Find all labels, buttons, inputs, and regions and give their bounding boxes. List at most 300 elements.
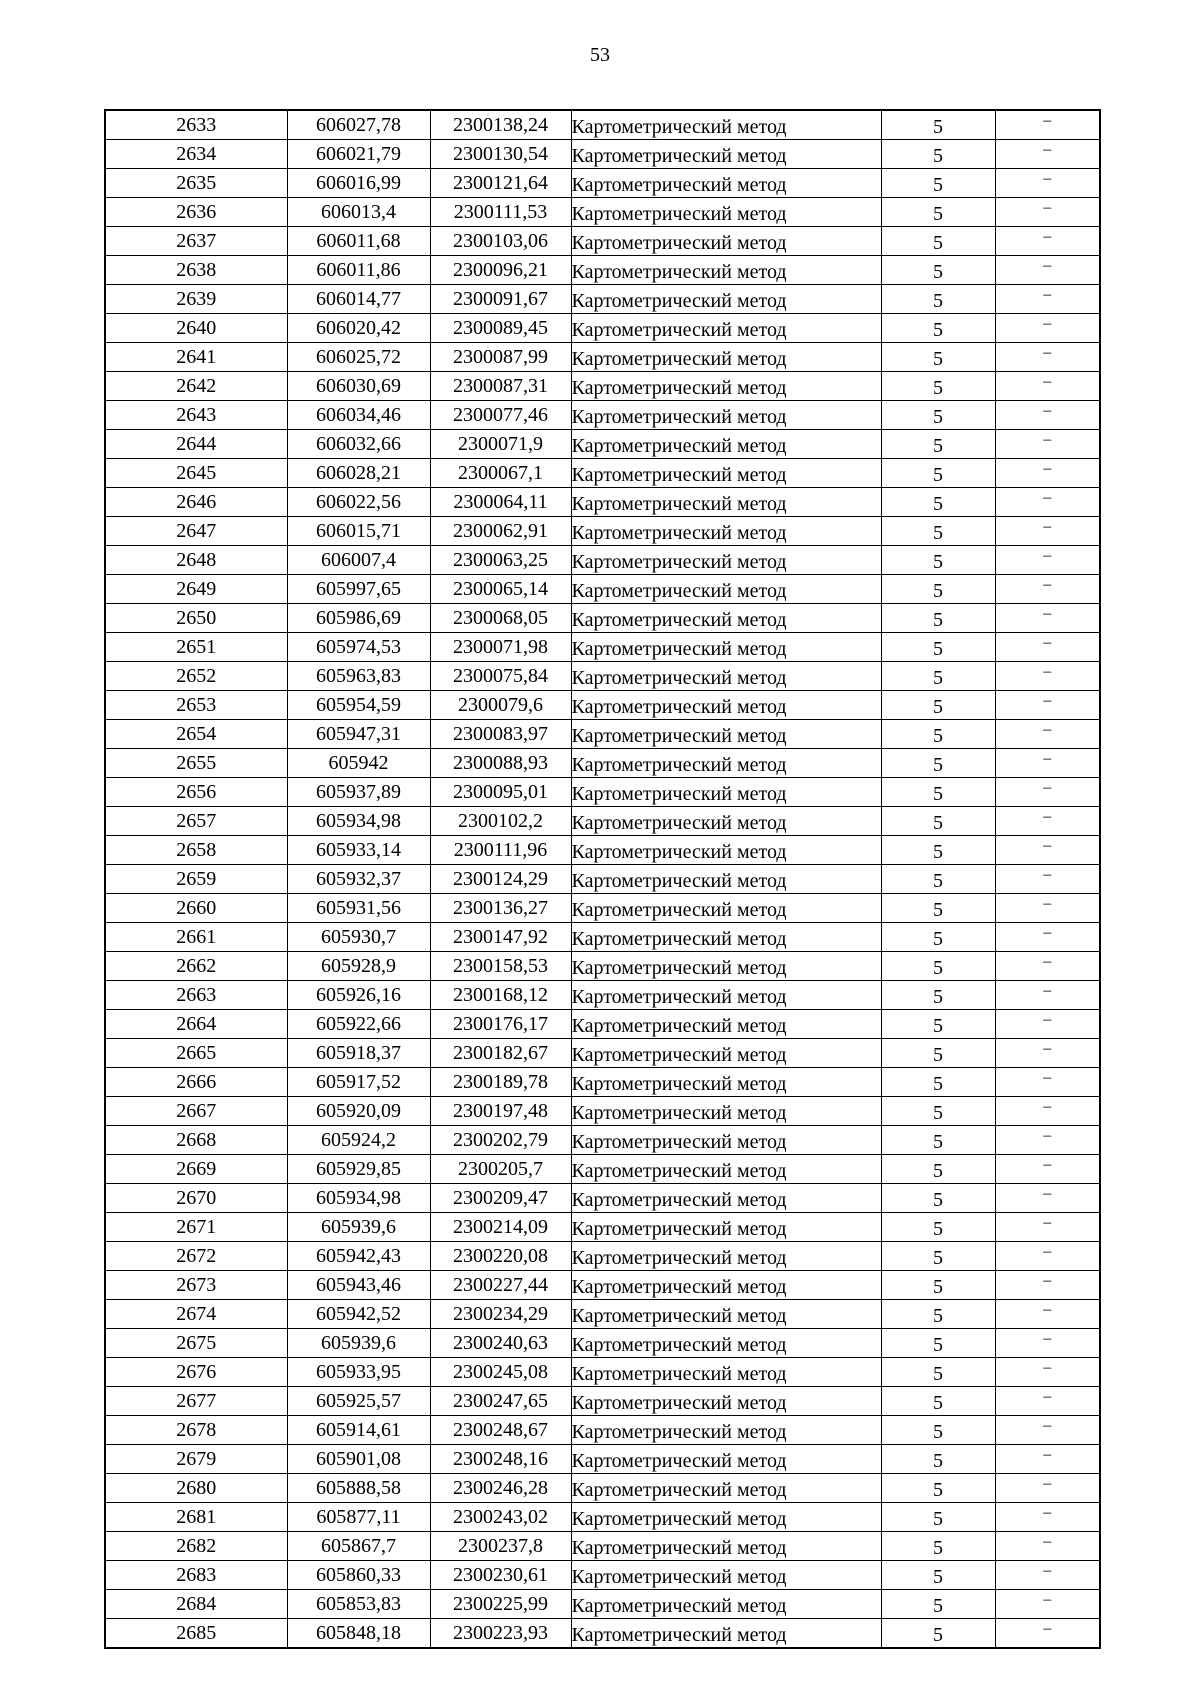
x-coordinate-cell — [287, 256, 430, 285]
point-number-cell — [105, 865, 287, 894]
x-coordinate-cell — [287, 1184, 430, 1213]
y-coordinate-text: 2300197,48 — [453, 1099, 548, 1122]
x-coordinate-text: 606034,46 — [316, 403, 401, 426]
accuracy-cell — [881, 198, 995, 227]
note-cell — [995, 633, 1100, 662]
accuracy-cell — [881, 488, 995, 517]
x-coordinate-cell — [287, 1358, 430, 1387]
method-text: Картометрический метод — [571, 144, 787, 167]
note-cell — [995, 1619, 1100, 1649]
point-number-text: 2656 — [176, 780, 217, 803]
accuracy-text: 5 — [933, 173, 943, 196]
note-cell — [995, 227, 1100, 256]
point-number-text: 2670 — [176, 1186, 217, 1209]
table-row — [105, 546, 1100, 575]
note-cell — [995, 372, 1100, 401]
x-coordinate-text: 606028,21 — [316, 461, 401, 484]
y-coordinate-text: 2300089,45 — [453, 316, 548, 339]
x-coordinate-text: 606032,66 — [316, 432, 401, 455]
x-coordinate-text: 605942,52 — [316, 1302, 401, 1325]
accuracy-text: 5 — [933, 1565, 943, 1588]
x-coordinate-text: 606007,4 — [321, 548, 396, 571]
x-coordinate-text: 606020,42 — [316, 316, 401, 339]
note-cell — [995, 546, 1100, 575]
y-coordinate-cell — [430, 720, 571, 749]
note-cell — [995, 140, 1100, 169]
y-coordinate-text: 2300083,97 — [453, 722, 548, 745]
method-cell — [571, 1300, 881, 1329]
method-text: Картометрический метод — [571, 1159, 787, 1182]
table-row — [105, 981, 1100, 1010]
x-coordinate-cell — [287, 1242, 430, 1271]
y-coordinate-cell — [430, 633, 571, 662]
table-row — [105, 691, 1100, 720]
y-coordinate-text: 2300071,98 — [453, 635, 548, 658]
y-coordinate-text: 2300214,09 — [453, 1215, 548, 1238]
accuracy-cell — [881, 662, 995, 691]
x-coordinate-text: 605974,53 — [316, 635, 401, 658]
y-coordinate-cell — [430, 575, 571, 604]
y-coordinate-text: 2300111,53 — [453, 200, 548, 223]
note-cell — [995, 1561, 1100, 1590]
note-text: – — [1043, 1475, 1052, 1492]
x-coordinate-text: 605933,14 — [316, 838, 401, 861]
y-coordinate-cell — [430, 488, 571, 517]
table-row — [105, 1619, 1100, 1649]
note-text: – — [1043, 721, 1052, 738]
table-row — [105, 720, 1100, 749]
point-number-cell — [105, 1387, 287, 1416]
y-coordinate-text: 2300147,92 — [453, 925, 548, 948]
y-coordinate-text: 2300071,9 — [458, 432, 543, 455]
x-coordinate-cell — [287, 459, 430, 488]
method-cell — [571, 314, 881, 343]
y-coordinate-text: 2300075,84 — [453, 664, 548, 687]
accuracy-cell — [881, 546, 995, 575]
note-cell — [995, 1300, 1100, 1329]
y-coordinate-cell — [430, 1068, 571, 1097]
note-text: – — [1043, 1620, 1052, 1637]
x-coordinate-text: 605933,95 — [316, 1360, 401, 1383]
point-number-text: 2685 — [176, 1621, 217, 1644]
accuracy-cell — [881, 952, 995, 981]
accuracy-text: 5 — [933, 231, 943, 254]
point-number-cell — [105, 1010, 287, 1039]
note-cell — [995, 1184, 1100, 1213]
accuracy-cell — [881, 720, 995, 749]
point-number-cell — [105, 720, 287, 749]
method-text: Картометрический метод — [571, 202, 787, 225]
method-cell — [571, 430, 881, 459]
point-number-text: 2645 — [176, 461, 217, 484]
x-coordinate-cell — [287, 546, 430, 575]
table-row — [105, 1329, 1100, 1358]
accuracy-text: 5 — [933, 1101, 943, 1124]
point-number-cell — [105, 1213, 287, 1242]
y-coordinate-text: 2300237,8 — [458, 1534, 543, 1557]
y-coordinate-cell — [430, 1358, 571, 1387]
y-coordinate-text: 2300223,93 — [453, 1621, 548, 1644]
table-row — [105, 778, 1100, 807]
method-cell — [571, 169, 881, 198]
table-row — [105, 894, 1100, 923]
point-number-cell — [105, 285, 287, 314]
point-number-text: 2675 — [176, 1331, 217, 1354]
method-text: Картометрический метод — [571, 1101, 787, 1124]
x-coordinate-text: 605929,85 — [316, 1157, 401, 1180]
accuracy-cell — [881, 1387, 995, 1416]
method-cell — [571, 923, 881, 952]
accuracy-text: 5 — [933, 1536, 943, 1559]
method-text: Картометрический метод — [571, 1130, 787, 1153]
accuracy-text: 5 — [933, 434, 943, 457]
x-coordinate-text: 605867,7 — [321, 1534, 396, 1557]
method-text: Картометрический метод — [571, 1536, 787, 1559]
point-number-cell — [105, 343, 287, 372]
method-cell — [571, 575, 881, 604]
x-coordinate-text: 606016,99 — [316, 171, 401, 194]
method-cell — [571, 749, 881, 778]
point-number-text: 2652 — [176, 664, 217, 687]
accuracy-text: 5 — [933, 782, 943, 805]
x-coordinate-text: 606030,69 — [316, 374, 401, 397]
table-row — [105, 227, 1100, 256]
y-coordinate-text: 2300063,25 — [453, 548, 548, 571]
method-text: Картометрический метод — [571, 927, 787, 950]
note-text: – — [1043, 895, 1052, 912]
note-text: – — [1043, 315, 1052, 332]
accuracy-text: 5 — [933, 405, 943, 428]
point-number-cell — [105, 691, 287, 720]
table-row — [105, 1126, 1100, 1155]
y-coordinate-text: 2300225,99 — [453, 1592, 548, 1615]
y-coordinate-cell — [430, 343, 571, 372]
x-coordinate-text: 606025,72 — [316, 345, 401, 368]
method-cell — [571, 1097, 881, 1126]
note-cell — [995, 1271, 1100, 1300]
point-number-cell — [105, 1039, 287, 1068]
y-coordinate-cell — [430, 1126, 571, 1155]
y-coordinate-cell — [430, 807, 571, 836]
method-text: Картометрический метод — [571, 1391, 787, 1414]
point-number-cell — [105, 198, 287, 227]
table-row — [105, 633, 1100, 662]
accuracy-cell — [881, 836, 995, 865]
note-text: – — [1043, 1301, 1052, 1318]
method-cell — [571, 285, 881, 314]
point-number-text: 2680 — [176, 1476, 217, 1499]
note-text: – — [1043, 286, 1052, 303]
point-number-text: 2674 — [176, 1302, 217, 1325]
method-cell — [571, 1242, 881, 1271]
method-text: Картометрический метод — [571, 753, 787, 776]
accuracy-cell — [881, 1329, 995, 1358]
x-coordinate-cell — [287, 1503, 430, 1532]
accuracy-cell — [881, 1271, 995, 1300]
accuracy-cell — [881, 1010, 995, 1039]
accuracy-cell — [881, 1358, 995, 1387]
table-row — [105, 1561, 1100, 1590]
method-cell — [571, 1271, 881, 1300]
point-number-text: 2683 — [176, 1563, 217, 1586]
y-coordinate-text: 2300096,21 — [453, 258, 548, 281]
method-text: Картометрический метод — [571, 347, 787, 370]
point-number-cell — [105, 981, 287, 1010]
y-coordinate-cell — [430, 749, 571, 778]
point-number-cell — [105, 1445, 287, 1474]
y-coordinate-text: 2300182,67 — [453, 1041, 548, 1064]
method-text: Картометрический метод — [571, 840, 787, 863]
y-coordinate-cell — [430, 546, 571, 575]
method-text: Картометрический метод — [571, 724, 787, 747]
point-number-text: 2638 — [176, 258, 217, 281]
note-text: – — [1043, 663, 1052, 680]
accuracy-cell — [881, 1126, 995, 1155]
x-coordinate-text: 605848,18 — [316, 1621, 401, 1644]
table-row — [105, 662, 1100, 691]
x-coordinate-text: 605853,83 — [316, 1592, 401, 1615]
y-coordinate-text: 2300103,06 — [453, 229, 548, 252]
y-coordinate-text: 2300168,12 — [453, 983, 548, 1006]
method-cell — [571, 401, 881, 430]
y-coordinate-text: 2300065,14 — [453, 577, 548, 600]
method-cell — [571, 488, 881, 517]
x-coordinate-text: 605943,46 — [316, 1273, 401, 1296]
accuracy-cell — [881, 749, 995, 778]
point-number-text: 2684 — [176, 1592, 217, 1615]
x-coordinate-cell — [287, 285, 430, 314]
x-coordinate-text: 605924,2 — [321, 1128, 396, 1151]
y-coordinate-cell — [430, 169, 571, 198]
point-number-cell — [105, 546, 287, 575]
x-coordinate-text: 605963,83 — [316, 664, 401, 687]
method-text: Картометрический метод — [571, 405, 787, 428]
point-number-cell — [105, 1300, 287, 1329]
x-coordinate-cell — [287, 1155, 430, 1184]
x-coordinate-text: 605932,37 — [316, 867, 401, 890]
note-cell — [995, 488, 1100, 517]
method-cell — [571, 1474, 881, 1503]
y-coordinate-cell — [430, 691, 571, 720]
y-coordinate-text: 2300130,54 — [453, 142, 548, 165]
y-coordinate-cell — [430, 1271, 571, 1300]
table-row — [105, 749, 1100, 778]
accuracy-cell — [881, 1242, 995, 1271]
y-coordinate-cell — [430, 894, 571, 923]
method-text: Картометрический метод — [571, 434, 787, 457]
y-coordinate-text: 2300124,29 — [453, 867, 548, 890]
method-text: Картометрический метод — [571, 1478, 787, 1501]
point-number-text: 2671 — [176, 1215, 217, 1238]
y-coordinate-text: 2300121,64 — [453, 171, 548, 194]
y-coordinate-cell — [430, 1532, 571, 1561]
x-coordinate-text: 605901,08 — [316, 1447, 401, 1470]
accuracy-text: 5 — [933, 1362, 943, 1385]
point-number-cell — [105, 604, 287, 633]
point-number-text: 2666 — [176, 1070, 217, 1093]
accuracy-cell — [881, 1590, 995, 1619]
y-coordinate-cell — [430, 372, 571, 401]
note-text: – — [1043, 1330, 1052, 1347]
method-text: Картометрический метод — [571, 1565, 787, 1588]
x-coordinate-text: 605922,66 — [316, 1012, 401, 1035]
x-coordinate-text: 606021,79 — [316, 142, 401, 165]
y-coordinate-cell — [430, 1010, 571, 1039]
point-number-cell — [105, 1155, 287, 1184]
x-coordinate-cell — [287, 488, 430, 517]
method-text: Картометрический метод — [571, 1333, 787, 1356]
x-coordinate-text: 605877,11 — [316, 1505, 401, 1528]
method-text: Картометрический метод — [571, 1072, 787, 1095]
x-coordinate-cell — [287, 778, 430, 807]
method-cell — [571, 1532, 881, 1561]
x-coordinate-cell — [287, 1561, 430, 1590]
method-cell — [571, 720, 881, 749]
accuracy-cell — [881, 285, 995, 314]
note-cell — [995, 1242, 1100, 1271]
x-coordinate-cell — [287, 894, 430, 923]
note-text: – — [1043, 460, 1052, 477]
y-coordinate-cell — [430, 198, 571, 227]
x-coordinate-cell — [287, 923, 430, 952]
note-text: – — [1043, 1185, 1052, 1202]
y-coordinate-text: 2300091,67 — [453, 287, 548, 310]
note-cell — [995, 110, 1100, 140]
table-row — [105, 1416, 1100, 1445]
point-number-text: 2677 — [176, 1389, 217, 1412]
x-coordinate-cell — [287, 227, 430, 256]
method-cell — [571, 459, 881, 488]
point-number-cell — [105, 401, 287, 430]
method-cell — [571, 981, 881, 1010]
y-coordinate-text: 2300248,67 — [453, 1418, 548, 1441]
point-number-text: 2678 — [176, 1418, 217, 1441]
accuracy-cell — [881, 1039, 995, 1068]
point-number-text: 2676 — [176, 1360, 217, 1383]
point-number-cell — [105, 633, 287, 662]
accuracy-text: 5 — [933, 840, 943, 863]
method-text: Картометрический метод — [571, 985, 787, 1008]
point-number-cell — [105, 110, 287, 140]
method-text: Картометрический метод — [571, 608, 787, 631]
point-number-cell — [105, 1474, 287, 1503]
y-coordinate-cell — [430, 836, 571, 865]
y-coordinate-text: 2300246,28 — [453, 1476, 548, 1499]
y-coordinate-text: 2300138,24 — [453, 113, 548, 136]
note-text: – — [1043, 1388, 1052, 1405]
y-coordinate-text: 2300158,53 — [453, 954, 548, 977]
note-text: – — [1043, 982, 1052, 999]
y-coordinate-text: 2300234,29 — [453, 1302, 548, 1325]
note-text: – — [1043, 1069, 1052, 1086]
note-cell — [995, 1503, 1100, 1532]
note-text: – — [1043, 518, 1052, 535]
y-coordinate-text: 2300209,47 — [453, 1186, 548, 1209]
table-row — [105, 1503, 1100, 1532]
point-number-cell — [105, 1097, 287, 1126]
accuracy-text: 5 — [933, 492, 943, 515]
y-coordinate-cell — [430, 1329, 571, 1358]
point-number-text: 2647 — [176, 519, 217, 542]
accuracy-cell — [881, 169, 995, 198]
y-coordinate-text: 2300087,99 — [453, 345, 548, 368]
y-coordinate-cell — [430, 256, 571, 285]
y-coordinate-text: 2300248,16 — [453, 1447, 548, 1470]
table-row — [105, 517, 1100, 546]
point-number-cell — [105, 1619, 287, 1649]
y-coordinate-cell — [430, 662, 571, 691]
method-text: Картометрический метод — [571, 550, 787, 573]
y-coordinate-text: 2300202,79 — [453, 1128, 548, 1151]
table-row — [105, 430, 1100, 459]
note-text: – — [1043, 344, 1052, 361]
note-cell — [995, 1590, 1100, 1619]
note-cell — [995, 1532, 1100, 1561]
y-coordinate-text: 2300067,1 — [458, 461, 543, 484]
accuracy-cell — [881, 1097, 995, 1126]
x-coordinate-cell — [287, 401, 430, 430]
accuracy-cell — [881, 343, 995, 372]
note-cell — [995, 1039, 1100, 1068]
note-text: – — [1043, 141, 1052, 158]
point-number-text: 2640 — [176, 316, 217, 339]
point-number-cell — [105, 575, 287, 604]
point-number-text: 2659 — [176, 867, 217, 890]
method-text: Картометрический метод — [571, 1275, 787, 1298]
point-number-text: 2664 — [176, 1012, 217, 1035]
point-number-text: 2679 — [176, 1447, 217, 1470]
y-coordinate-text: 2300243,02 — [453, 1505, 548, 1528]
point-number-text: 2681 — [176, 1505, 217, 1528]
y-coordinate-cell — [430, 952, 571, 981]
point-number-text: 2661 — [176, 925, 217, 948]
accuracy-cell — [881, 604, 995, 633]
y-coordinate-text: 2300079,6 — [458, 693, 543, 716]
x-coordinate-text: 605914,61 — [316, 1418, 401, 1441]
table-row — [105, 1213, 1100, 1242]
point-number-cell — [105, 1561, 287, 1590]
note-text: – — [1043, 170, 1052, 187]
table-row — [105, 285, 1100, 314]
y-coordinate-cell — [430, 923, 571, 952]
point-number-text: 2641 — [176, 345, 217, 368]
accuracy-cell — [881, 401, 995, 430]
method-text: Картометрический метод — [571, 869, 787, 892]
note-text: – — [1043, 373, 1052, 390]
point-number-text: 2653 — [176, 693, 217, 716]
method-cell — [571, 1213, 881, 1242]
note-cell — [995, 604, 1100, 633]
point-number-cell — [105, 952, 287, 981]
note-cell — [995, 256, 1100, 285]
x-coordinate-cell — [287, 343, 430, 372]
x-coordinate-text: 605937,89 — [316, 780, 401, 803]
table-row — [105, 575, 1100, 604]
x-coordinate-cell — [287, 1387, 430, 1416]
note-cell — [995, 343, 1100, 372]
y-coordinate-text: 2300245,08 — [453, 1360, 548, 1383]
x-coordinate-text: 605942 — [328, 751, 389, 774]
method-cell — [571, 343, 881, 372]
table-row — [105, 314, 1100, 343]
accuracy-cell — [881, 1561, 995, 1590]
accuracy-text: 5 — [933, 1449, 943, 1472]
x-coordinate-cell — [287, 952, 430, 981]
method-cell — [571, 517, 881, 546]
point-number-cell — [105, 1503, 287, 1532]
accuracy-cell — [881, 1184, 995, 1213]
point-number-cell — [105, 1184, 287, 1213]
